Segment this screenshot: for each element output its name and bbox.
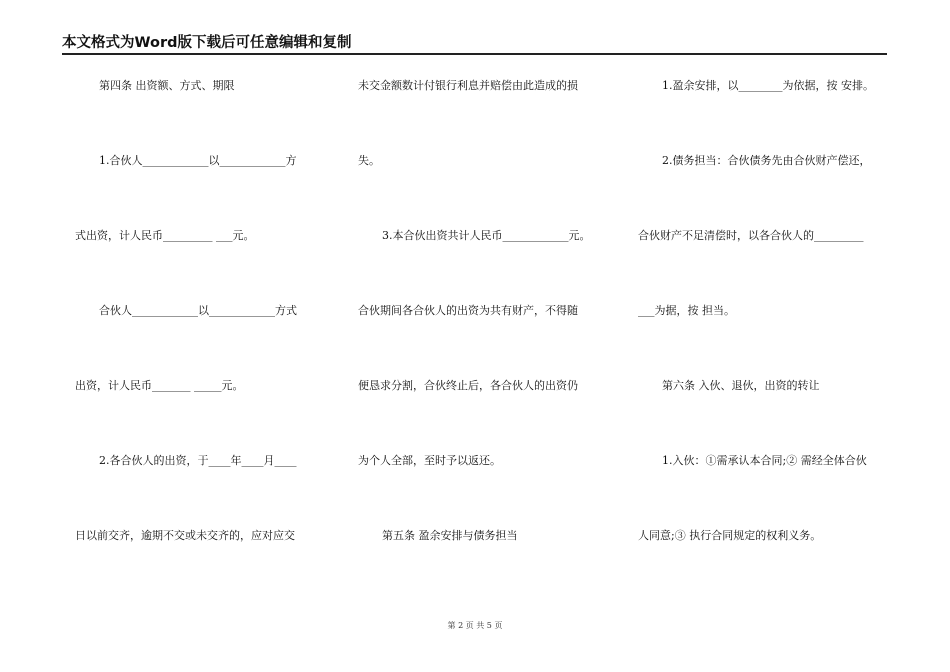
text-column-1	[75, 0, 325, 672]
document-header-title: 本文格式为Word版下载后可任意编辑和复制	[62, 35, 352, 51]
text-line: 2.债务担当：合伙债务先由合伙财产偿还，	[662, 154, 871, 167]
text-line: 3.本合伙出资共计人民币____________元。	[382, 229, 591, 242]
text-line: 日以前交齐，逾期不交或未交齐的，应对应交	[75, 529, 295, 542]
text-line: 便恳求分割，合伙终止后，各合伙人的出资仍	[358, 379, 578, 392]
text-line: 合伙期间各合伙人的出资为共有财产，不得随	[358, 304, 578, 317]
text-line: 未交金额数计付银行利息并赔偿由此造成的损	[358, 79, 578, 92]
text-line: ___为据，按 担当。	[638, 304, 735, 317]
article-5-heading: 第五条 盈余安排与债务担当	[382, 529, 518, 542]
text-line: 失。	[358, 154, 380, 167]
text-column-3	[638, 0, 888, 672]
text-column-2	[358, 0, 608, 672]
text-line: 1.入伙：①需承认本合同;② 需经全体合伙	[662, 454, 867, 467]
text-line: 式出资，计人民币_________ ___元。	[75, 229, 255, 242]
text-line: 合伙财产不足清偿时，以各合伙人的_________	[638, 229, 864, 242]
article-6-heading: 第六条 入伙、退伙，出资的转让	[662, 379, 820, 392]
text-line: 合伙人____________以____________方式	[99, 304, 297, 317]
text-line: 出资，计人民币_______ _____元。	[75, 379, 244, 392]
text-line: 1.合伙人____________以____________方	[99, 154, 297, 167]
page-number-footer: 第 2 页 共 5 页	[447, 621, 503, 630]
text-line: 1.盈余安排，以________为依据，按 安排。	[662, 79, 874, 92]
text-line: 2.各合伙人的出资，于____年____月____	[99, 454, 297, 467]
article-4-heading: 第四条 出资额、方式、期限	[99, 79, 235, 92]
text-line: 人同意;③ 执行合同规定的权利义务。	[638, 529, 822, 542]
text-line: 为个人全部，至时予以返还。	[358, 454, 501, 467]
